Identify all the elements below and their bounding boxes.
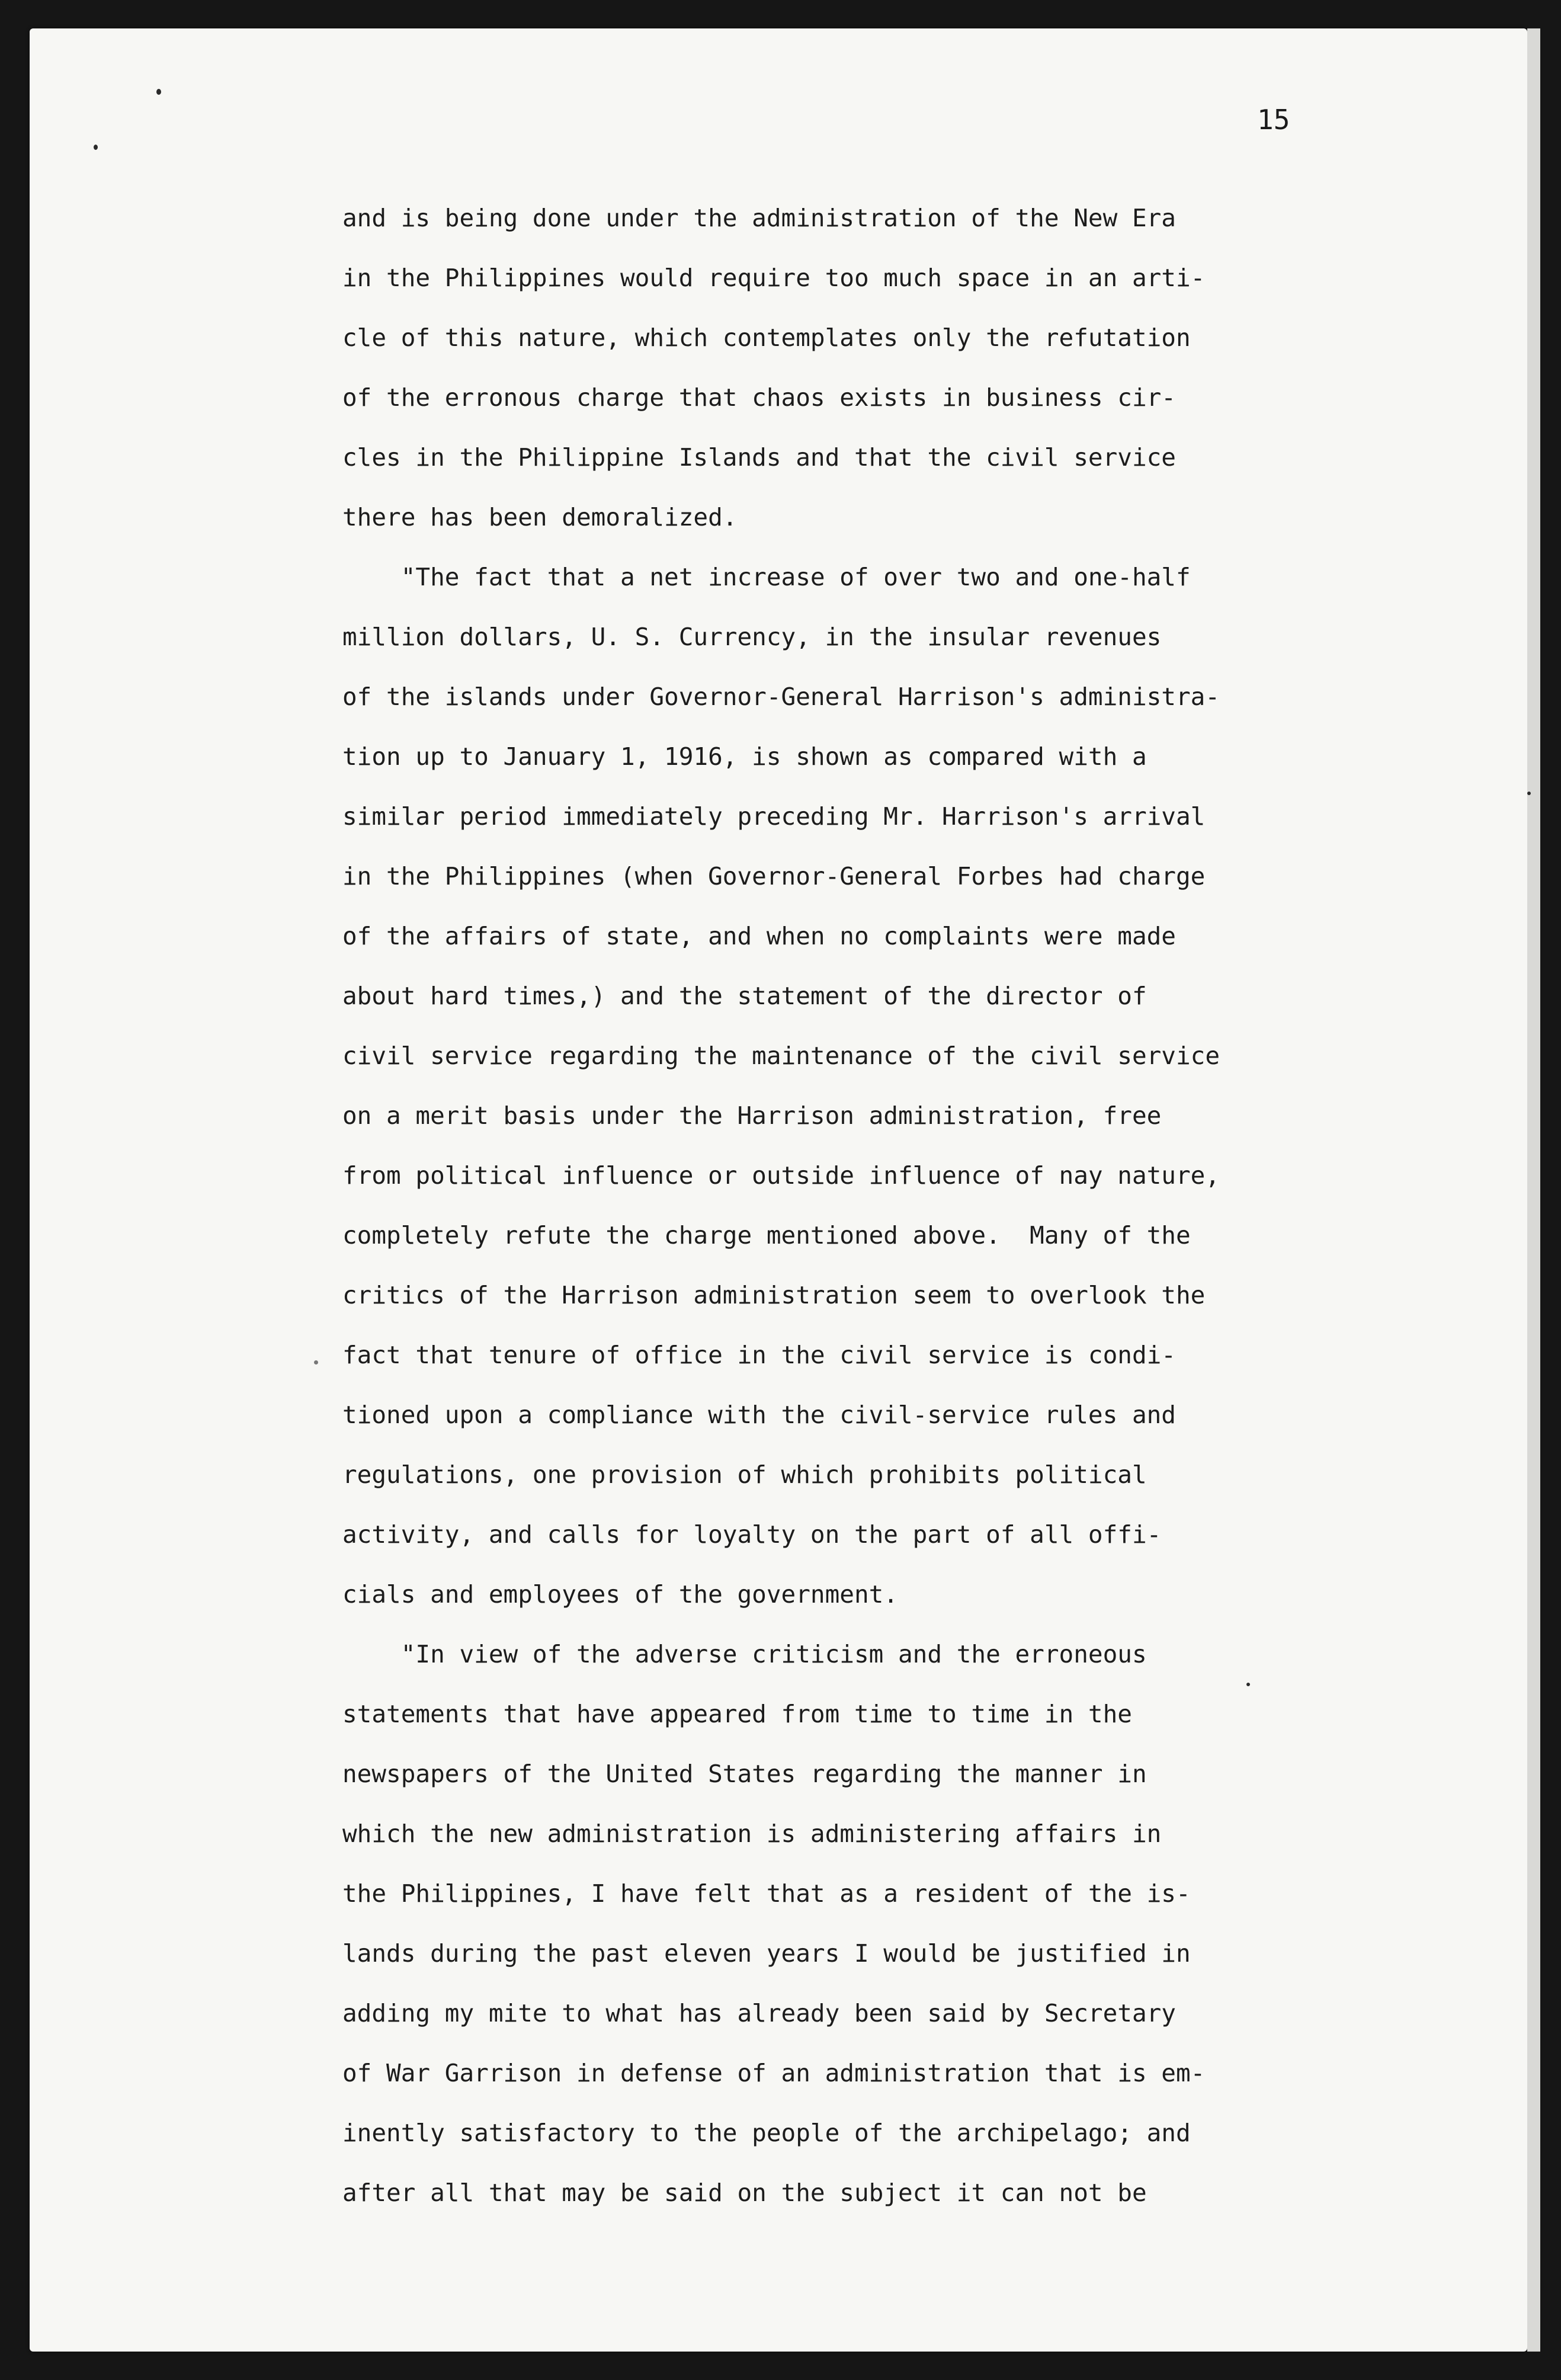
page-edge (1527, 28, 1540, 2352)
text-line: critics of the Harrison administration seem to overlook the (342, 1281, 1206, 1309)
text-line: fact that tenure of office in the civil service is condi- (342, 1341, 1176, 1369)
speck-mark (1527, 792, 1531, 795)
text-line: adding my mite to what has already been said by Secretary (342, 1999, 1176, 2027)
text-line: about hard times,) and the statement of the director of (342, 982, 1147, 1010)
page-number: 15 (1257, 104, 1290, 136)
speck-mark (156, 89, 161, 95)
text-line: in the Philippines (when Governor-General Forbes had charge (342, 862, 1206, 891)
text-line: newspapers of the United States regarding the manner in (342, 1760, 1147, 1788)
text-line: inently satisfactory to the people of the archipelago; and (342, 2119, 1191, 2147)
text-line: statements that have appeared from time to time in the (342, 1700, 1132, 1728)
text-line: activity, and calls for loyalty on the part of all offi- (342, 1520, 1162, 1549)
text-line: there has been demoralized. (342, 503, 738, 531)
speck-mark (94, 145, 98, 150)
text-line: which the new administration is administering affairs in (342, 1820, 1162, 1848)
text-line: of the erronous charge that chaos exists in business cir- (342, 383, 1176, 412)
text-line: completely refute the charge mentioned above. Many of the (342, 1221, 1191, 1250)
text-line: million dollars, U. S. Currency, in the insular revenues (342, 623, 1162, 651)
text-line: cles in the Philippine Islands and that the civil service (342, 443, 1176, 472)
text-line: lands during the past eleven years I would be justified in (342, 1939, 1191, 1968)
text-line: the Philippines, I have felt that as a resident of the is- (342, 1879, 1191, 1908)
text-line: civil service regarding the maintenance of the civil service (342, 1042, 1220, 1070)
text-line: of the affairs of state, and when no complaints were made (342, 922, 1176, 950)
text-line: of War Garrison in defense of an administration that is em- (342, 2059, 1206, 2087)
text-line: similar period immediately preceding Mr. Harrison's arrival (342, 802, 1206, 831)
text-line: cle of this nature, which contemplates only the refutation (342, 323, 1191, 352)
text-line: tioned upon a compliance with the civil-service rules and (342, 1401, 1176, 1429)
text-line: regulations, one provision of which prohibits political (342, 1460, 1147, 1489)
text-line: "The fact that a net increase of over two and one-half (342, 563, 1191, 591)
text-line: of the islands under Governor-General Harrison's administra- (342, 683, 1220, 711)
text-line: "In view of the adverse criticism and the erroneous (342, 1640, 1147, 1668)
text-line: tion up to January 1, 1916, is shown as compared with a (342, 742, 1147, 771)
speck-mark (314, 1360, 318, 1364)
text-line: and is being done under the administration of the New Era (342, 204, 1176, 232)
text-line: from political influence or outside influence of nay nature, (342, 1161, 1220, 1190)
typewritten-body (342, 188, 1267, 2223)
text-line: in the Philippines would require too much space in an arti- (342, 264, 1206, 292)
text-line: cials and employees of the government. (342, 1580, 898, 1609)
text-line: on a merit basis under the Harrison administration, free (342, 1101, 1162, 1130)
text-line: after all that may be said on the subject it can not be (342, 2179, 1147, 2207)
